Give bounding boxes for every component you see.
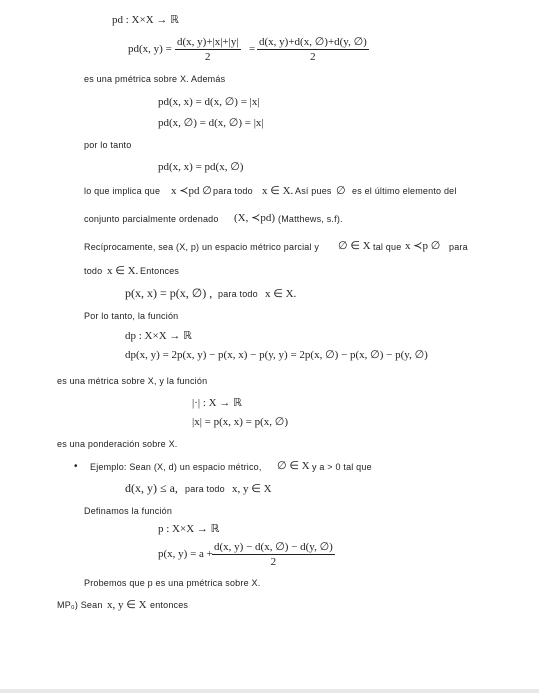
paragraph-text: es el último elemento del <box>352 186 457 196</box>
paragraph-text: tal que <box>373 242 402 252</box>
paragraph-text: conjunto parcialmente ordenado <box>84 214 219 224</box>
paragraph-text: Entonces <box>140 266 180 276</box>
paragraph-text: todo <box>84 266 103 276</box>
inline-math: x ∈ X. <box>265 288 297 300</box>
bullet-icon: • <box>74 461 78 472</box>
inline-math: x, y ∈ X <box>107 599 147 611</box>
inline-math: ∅ ∈ X <box>277 460 310 472</box>
fraction-denominator: 2 <box>310 51 316 63</box>
inline-math: x ∈ X. <box>107 265 139 277</box>
paragraph-text: es una métrica sobre X, y la función <box>57 376 208 386</box>
inline-math: x ≺pd ∅ <box>171 185 212 197</box>
paragraph-text: Definamos la función <box>84 506 173 516</box>
inline-math: ∅ ∈ X <box>338 240 371 252</box>
citation-text: (Matthews, s.f). <box>278 214 343 224</box>
formula-pd-lhs: pd(x, y) = <box>128 43 172 55</box>
paragraph-text: y a > 0 tal que <box>312 462 372 472</box>
fraction-pd-def-2 <box>257 36 369 63</box>
page-bottom-edge <box>0 689 539 693</box>
paragraph-text: entonces <box>150 600 189 610</box>
inline-math: x ≺p ∅ <box>405 240 441 252</box>
formula-p-equality: p(x, x) = p(x, ∅) , <box>125 286 213 300</box>
fraction-denominator: 2 <box>270 556 277 568</box>
formula-bound: d(x, y) ≤ a, <box>125 481 178 495</box>
fraction-numerator: d(x, y) − d(x, ∅) − d(y, ∅) <box>214 541 333 553</box>
fraction-p-definition <box>212 541 335 568</box>
fraction-denominator: 2 <box>205 51 211 63</box>
example-text: Ejemplo: Sean (X, d) un espacio métrico, <box>90 462 262 472</box>
paragraph-text: Recíprocamente, sea (X, p) un espacio métrico parcial y <box>84 242 320 252</box>
fraction-numerator: d(x, y)+d(x, ∅)+d(y, ∅) <box>259 36 367 48</box>
inline-math: x, y ∈ X <box>232 483 272 495</box>
paragraph-text: Probemos que p es una pmétrica sobre X. <box>84 578 261 588</box>
formula-pd-xempty: pd(x, ∅) = d(x, ∅) = |x| <box>158 117 264 129</box>
formula-pd-xx: pd(x, x) = d(x, ∅) = |x| <box>158 96 260 108</box>
paragraph-text: es una ponderación sobre X. <box>57 439 178 449</box>
inline-math: ∅ <box>336 185 346 197</box>
paragraph-text: lo que implica que <box>84 186 161 196</box>
paragraph-text: Así pues <box>295 186 332 196</box>
equals-sign: = <box>249 43 256 55</box>
paragraph-text: MP₀) Sean <box>57 600 103 610</box>
paragraph-text: Por lo tanto, la función <box>84 311 179 321</box>
fraction-numerator: d(x, y)+|x|+|y| <box>177 36 239 48</box>
formula-p-lhs: p(x, y) = a + <box>158 548 213 560</box>
paragraph-text: para todo <box>213 186 253 196</box>
formula-pd-equality: pd(x, x) = pd(x, ∅) <box>158 161 244 173</box>
paragraph-text: para todo <box>218 289 258 299</box>
formula-dp-signature: dp : X×X → ℝ <box>125 330 192 342</box>
inline-math: (X, ≺pd) <box>234 212 275 224</box>
paragraph-text: para todo <box>185 484 225 494</box>
paragraph-text: es una pmétrica sobre X. Además <box>84 74 226 84</box>
inline-math: x ∈ X. <box>262 185 294 197</box>
formula-p-signature: p : X×X → ℝ <box>158 523 220 535</box>
fraction-pd-def-1 <box>175 36 241 63</box>
paragraph-text: para <box>449 242 468 252</box>
formula-pd-signature: pd : X×X → ℝ <box>112 14 179 26</box>
formula-norm-signature: |·| : X → ℝ <box>192 397 242 409</box>
formula-norm-definition: |x| = p(x, x) = p(x, ∅) <box>192 416 289 428</box>
formula-dp-definition: dp(x, y) = 2p(x, y) − p(x, x) − p(y, y) = 2p(x, ∅) − p(x, ∅) − p(y, ∅) <box>125 349 428 361</box>
paragraph-text: por lo tanto <box>84 140 132 150</box>
